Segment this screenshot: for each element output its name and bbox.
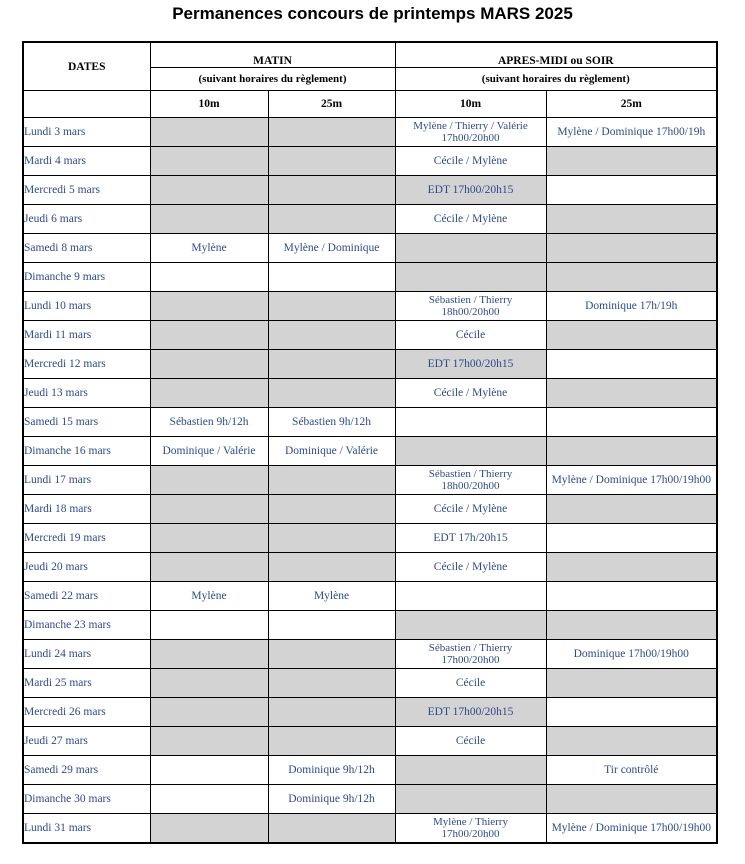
date-cell: Lundi 31 mars: [23, 814, 150, 844]
matin-25m-cell: [268, 814, 395, 844]
header-matin-10m: 10m: [150, 91, 268, 118]
table-row: [23, 118, 717, 147]
cell-line-2: 17h00/20h00: [441, 132, 500, 144]
apres-10m-cell: EDT 17h00/20h15: [395, 698, 546, 727]
matin-25m-cell: [268, 263, 395, 292]
apres-10m-cell: EDT 17h00/20h15: [395, 176, 546, 205]
cell-line-1: Mylène / Thierry / Valérie: [413, 120, 528, 132]
table-row: [23, 205, 717, 234]
apres-10m-cell: Cécile: [395, 321, 546, 350]
matin-25m-cell: [268, 669, 395, 698]
date-cell: Dimanche 23 mars: [23, 611, 150, 640]
table-row: [23, 582, 717, 611]
apres-25m-cell: [546, 582, 717, 611]
apres-10m-cell: Cécile: [395, 727, 546, 756]
date-cell: Dimanche 30 mars: [23, 785, 150, 814]
cell-line-2: 17h00/20h00: [441, 654, 500, 666]
table-row: [23, 379, 717, 408]
apres-10m-cell: Cécile / Mylène: [395, 147, 546, 176]
apres-25m-cell: [546, 379, 717, 408]
matin-10m-cell: [150, 321, 268, 350]
apres-25m-cell: [546, 437, 717, 466]
matin-25m-cell: Dominique 9h/12h: [268, 756, 395, 785]
matin-10m-cell: [150, 118, 268, 147]
apres-25m-cell: [546, 234, 717, 263]
matin-10m-cell: [150, 205, 268, 234]
matin-10m-cell: Sébastien 9h/12h: [150, 408, 268, 437]
matin-10m-cell: [150, 785, 268, 814]
table-row: [23, 698, 717, 727]
schedule-table: [22, 41, 718, 844]
apres-25m-cell: [546, 669, 717, 698]
apres-10m-cell: [395, 611, 546, 640]
apres-25m-cell: Dominique 17h00/19h00: [546, 640, 717, 669]
table-row: [23, 495, 717, 524]
apres-25m-cell: [546, 350, 717, 379]
table-row: [23, 147, 717, 176]
matin-25m-cell: Dominique / Valérie: [268, 437, 395, 466]
header-matin-sub: (suivant horaires du règlement): [150, 68, 395, 91]
matin-25m-cell: [268, 727, 395, 756]
apres-10m-cell: Cécile: [395, 669, 546, 698]
table-row: [23, 669, 717, 698]
date-cell: Mardi 25 mars: [23, 669, 150, 698]
matin-10m-cell: [150, 292, 268, 321]
matin-10m-cell: [150, 379, 268, 408]
cell-line-2: 18h00/20h00: [441, 480, 500, 492]
apres-25m-cell: [546, 408, 717, 437]
cell-line-1: Sébastien / Thierry: [428, 468, 513, 480]
table-row: [23, 727, 717, 756]
matin-25m-cell: [268, 524, 395, 553]
matin-10m-cell: [150, 698, 268, 727]
matin-10m-cell: Mylène: [150, 582, 268, 611]
matin-10m-cell: [150, 669, 268, 698]
matin-25m-cell: Mylène: [268, 582, 395, 611]
header-matin-25m: 25m: [268, 91, 395, 118]
apres-25m-cell: [546, 524, 717, 553]
matin-25m-cell: Dominique 9h/12h: [268, 785, 395, 814]
page-title: Permanences concours de printemps MARS 2025: [172, 4, 573, 23]
apres-10m-cell: [395, 234, 546, 263]
matin-10m-cell: [150, 524, 268, 553]
date-cell: Samedi 8 mars: [23, 234, 150, 263]
date-cell: Mercredi 19 mars: [23, 524, 150, 553]
table-row: [23, 640, 717, 669]
apres-25m-cell: [546, 176, 717, 205]
table-row: [23, 408, 717, 437]
apres-25m-cell: [546, 553, 717, 582]
matin-10m-cell: [150, 727, 268, 756]
date-cell: Jeudi 20 mars: [23, 553, 150, 582]
matin-25m-cell: [268, 147, 395, 176]
matin-25m-cell: [268, 698, 395, 727]
date-cell: Jeudi 27 mars: [23, 727, 150, 756]
apres-10m-cell: [395, 814, 546, 844]
apres-25m-cell: Mylène / Dominique 17h00/19h: [546, 118, 717, 147]
cell-line-2: 18h00/20h00: [441, 306, 500, 318]
date-cell: Samedi 29 mars: [23, 756, 150, 785]
date-cell: Jeudi 13 mars: [23, 379, 150, 408]
date-cell: Mardi 18 mars: [23, 495, 150, 524]
apres-10m-cell: [395, 582, 546, 611]
table-row: [23, 292, 717, 321]
header-apres-10m: 10m: [395, 91, 546, 118]
matin-25m-cell: [268, 321, 395, 350]
matin-25m-cell: Sébastien 9h/12h: [268, 408, 395, 437]
apres-25m-cell: [546, 263, 717, 292]
matin-25m-cell: [268, 495, 395, 524]
apres-10m-cell: [395, 263, 546, 292]
header-apres-midi-sub: (suivant horaires du règlement): [395, 68, 717, 91]
matin-25m-cell: [268, 611, 395, 640]
cell-line-1: Sébastien / Thierry: [428, 642, 513, 654]
apres-25m-cell: [546, 698, 717, 727]
matin-10m-cell: [150, 263, 268, 292]
matin-10m-cell: Mylène: [150, 234, 268, 263]
matin-25m-cell: [268, 553, 395, 582]
apres-10m-cell: Cécile / Mylène: [395, 379, 546, 408]
date-cell: Dimanche 9 mars: [23, 263, 150, 292]
table-row: [23, 553, 717, 582]
table-row: [23, 350, 717, 379]
apres-10m-cell: [395, 437, 546, 466]
apres-10m-cell: Cécile / Mylène: [395, 495, 546, 524]
apres-10m-cell: [395, 292, 546, 321]
apres-10m-cell: [395, 466, 546, 495]
cell-line-1: Mylène / Thierry: [433, 816, 508, 828]
matin-25m-cell: [268, 176, 395, 205]
apres-25m-cell: Mylène / Dominique 17h00/19h00: [546, 814, 717, 844]
date-cell: Mercredi 26 mars: [23, 698, 150, 727]
table-row: [23, 234, 717, 263]
cell-line-1: Sébastien / Thierry: [428, 294, 513, 306]
matin-10m-cell: [150, 147, 268, 176]
matin-10m-cell: [150, 640, 268, 669]
matin-25m-cell: [268, 350, 395, 379]
apres-25m-cell: Dominique 17h/19h: [546, 292, 717, 321]
apres-10m-cell: [395, 118, 546, 147]
date-cell: Mercredi 12 mars: [23, 350, 150, 379]
matin-10m-cell: [150, 814, 268, 844]
date-cell: Lundi 3 mars: [23, 118, 150, 147]
header-apres-25m: 25m: [546, 91, 717, 118]
matin-25m-cell: [268, 466, 395, 495]
apres-25m-cell: Tir contrôlé: [546, 756, 717, 785]
matin-10m-cell: [150, 611, 268, 640]
matin-10m-cell: [150, 495, 268, 524]
matin-25m-cell: [268, 292, 395, 321]
apres-25m-cell: [546, 321, 717, 350]
table-row: [23, 263, 717, 292]
table-row: [23, 814, 717, 844]
date-cell: Dimanche 16 mars: [23, 437, 150, 466]
table-row: [23, 176, 717, 205]
apres-25m-cell: [546, 147, 717, 176]
apres-25m-cell: [546, 727, 717, 756]
matin-10m-cell: [150, 466, 268, 495]
header-dates: DATES: [23, 42, 150, 91]
matin-10m-cell: [150, 176, 268, 205]
apres-25m-cell: [546, 205, 717, 234]
matin-25m-cell: [268, 205, 395, 234]
apres-25m-cell: Mylène / Dominique 17h00/19h00: [546, 466, 717, 495]
matin-25m-cell: [268, 379, 395, 408]
matin-25m-cell: [268, 640, 395, 669]
apres-10m-cell: [395, 408, 546, 437]
header-matin: MATIN: [150, 42, 395, 68]
header-dates-blank: [23, 91, 150, 118]
cell-line-2: 17h00/20h00: [441, 828, 500, 840]
date-cell: Lundi 24 mars: [23, 640, 150, 669]
date-cell: Mardi 4 mars: [23, 147, 150, 176]
date-cell: Lundi 10 mars: [23, 292, 150, 321]
matin-10m-cell: Dominique / Valérie: [150, 437, 268, 466]
table-row: [23, 611, 717, 640]
table-row: [23, 466, 717, 495]
matin-10m-cell: [150, 350, 268, 379]
matin-25m-cell: [268, 118, 395, 147]
matin-25m-cell: Mylène / Dominique: [268, 234, 395, 263]
apres-10m-cell: EDT 17h00/20h15: [395, 350, 546, 379]
date-cell: Mardi 11 mars: [23, 321, 150, 350]
apres-10m-cell: Cécile / Mylène: [395, 205, 546, 234]
table-row: [23, 785, 717, 814]
date-cell: Lundi 17 mars: [23, 466, 150, 495]
table-row: [23, 321, 717, 350]
apres-10m-cell: EDT 17h/20h15: [395, 524, 546, 553]
apres-10m-cell: [395, 756, 546, 785]
schedule-body: [23, 118, 717, 844]
date-cell: Jeudi 6 mars: [23, 205, 150, 234]
apres-25m-cell: [546, 611, 717, 640]
apres-10m-cell: Cécile / Mylène: [395, 553, 546, 582]
date-cell: Samedi 22 mars: [23, 582, 150, 611]
date-cell: Samedi 15 mars: [23, 408, 150, 437]
table-row: [23, 437, 717, 466]
apres-25m-cell: [546, 495, 717, 524]
apres-25m-cell: [546, 785, 717, 814]
apres-10m-cell: [395, 640, 546, 669]
apres-10m-cell: [395, 785, 546, 814]
date-cell: Mercredi 5 mars: [23, 176, 150, 205]
matin-10m-cell: [150, 553, 268, 582]
table-row: [23, 524, 717, 553]
header-apres-midi: APRES-MIDI ou SOIR: [395, 42, 717, 68]
table-row: [23, 756, 717, 785]
matin-10m-cell: [150, 756, 268, 785]
